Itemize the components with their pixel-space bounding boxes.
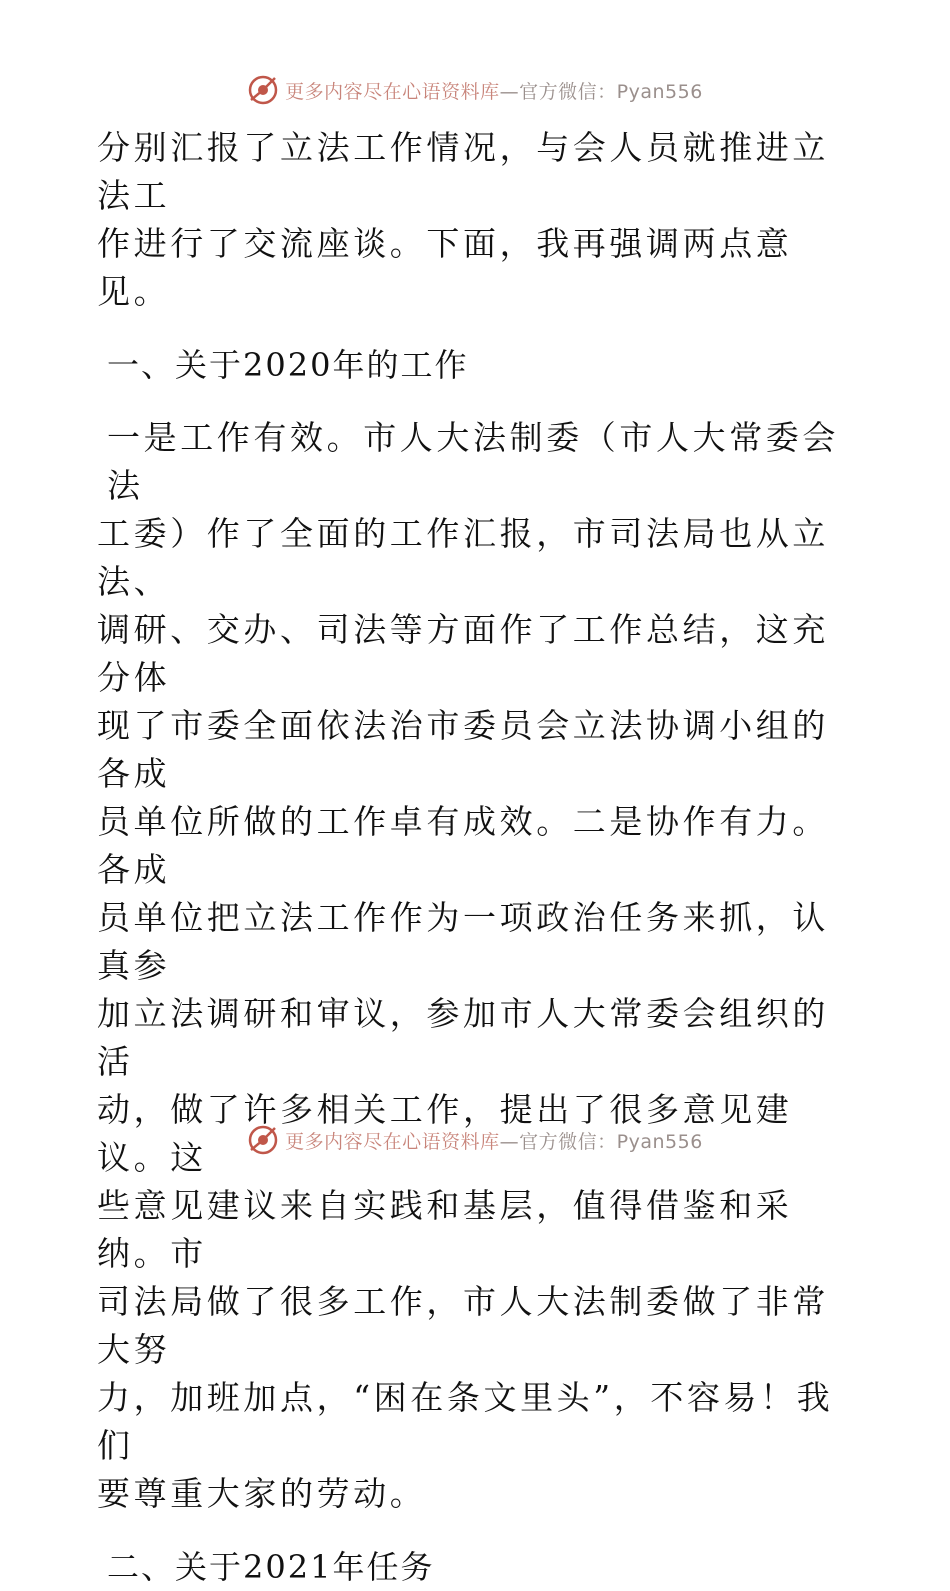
paragraph-line: 一是工作有效。市人大法制委（市人大常委会法 xyxy=(107,418,839,505)
section-heading-2021: 二、关于2021年任务 xyxy=(107,1548,435,1586)
paragraph-line: 工委）作了全面的工作汇报，市司法局也从立法、 xyxy=(97,514,829,601)
paragraph-line: 动，做了许多相关工作，提出了很多意见建议。这 xyxy=(97,1090,793,1177)
document-body xyxy=(97,124,857,1591)
paragraph-line: 要尊重大家的劳动。 xyxy=(97,1474,427,1513)
paragraph-line: 员单位所做的工作卓有成效。二是协作有力。各成 xyxy=(97,802,829,889)
paragraph-line: 力，加班加点，“困在条文里头”，不容易！我们 xyxy=(97,1378,834,1465)
watermark-text: 更多内容尽在心语资料库—官方微信：Pyan556 xyxy=(285,1130,703,1153)
paragraph-line: 调研、交办、司法等方面作了工作总结，这充分体 xyxy=(97,610,829,697)
paragraph-2020-work xyxy=(97,414,857,510)
paragraph-line: 些意见建议来自实践和基层，值得借鉴和采纳。市 xyxy=(97,1186,793,1273)
section-heading-2020: 一、关于2020年的工作 xyxy=(107,346,469,384)
watermark-header xyxy=(0,70,950,110)
watermark-footer xyxy=(0,1120,950,1160)
intro-line-1: 分别汇报了立法工作情况，与会人员就推进立法工 xyxy=(97,128,829,215)
logo-icon xyxy=(247,74,279,106)
intro-line-2: 作进行了交流座谈。下面，我再强调两点意见。 xyxy=(97,224,793,311)
watermark-text: 更多内容尽在心语资料库—官方微信：Pyan556 xyxy=(285,80,703,103)
paragraph-line: 现了市委全面依法治市委员会立法协调小组的各成 xyxy=(97,706,829,793)
paragraph-line: 加立法调研和审议，参加市人大常委会组织的活 xyxy=(97,994,829,1081)
logo-icon xyxy=(247,1124,279,1156)
paragraph-line: 司法局做了很多工作，市人大法制委做了非常大努 xyxy=(97,1282,829,1369)
paragraph-line: 员单位把立法工作作为一项政治任务来抓，认真参 xyxy=(97,898,829,985)
